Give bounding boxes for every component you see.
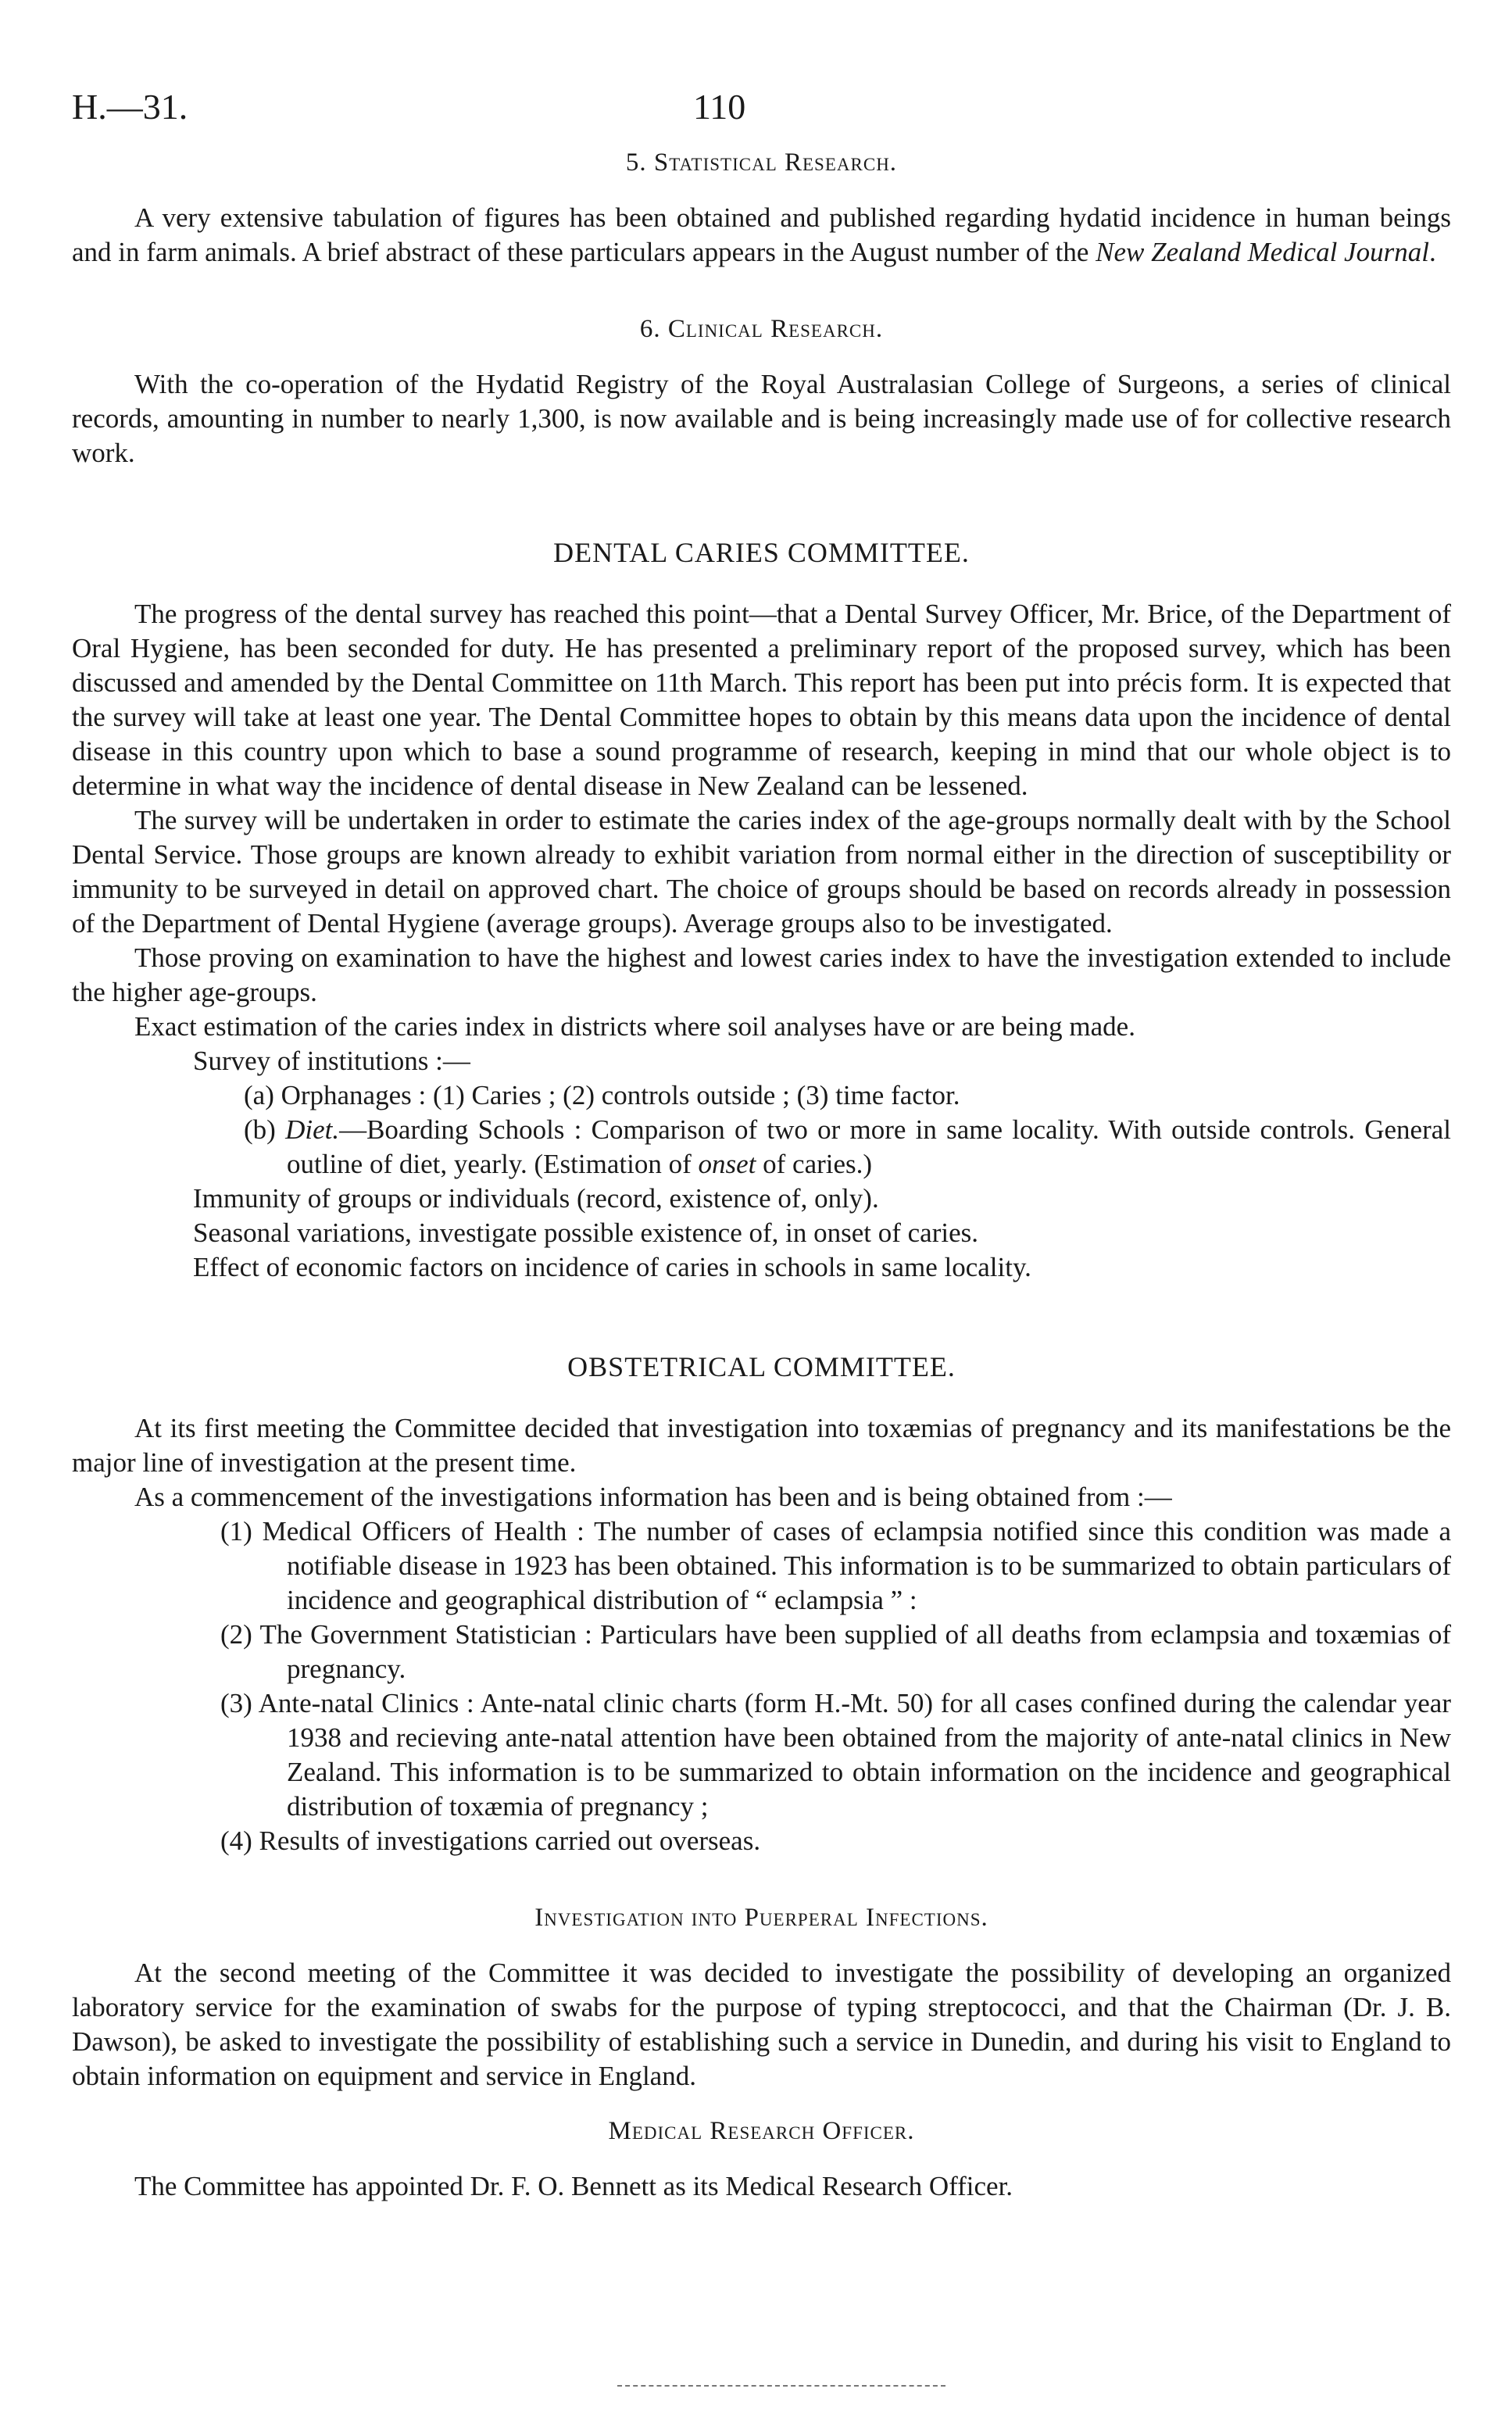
- medical-officer-paragraph: The Committee has appointed Dr. F. O. Bennett as its Medical Research Officer.: [134, 2171, 1013, 2201]
- statistical-research-heading: 5. Statistical Research.: [625, 148, 898, 177]
- page-number: 110: [693, 87, 746, 127]
- item-end: of caries.): [756, 1149, 873, 1179]
- clinical-research-paragraph: With the co-operation of the Hydatid Registry of the Royal Australasian College of Surgeons, a series of clinical records, amounting in number to nearly 1,300, is now available and is being increasingly made use of for collective research work.: [72, 369, 1451, 468]
- clinical-research-heading: 6. Clinical Research.: [639, 315, 884, 343]
- survey-item-b: [72, 1113, 1451, 1182]
- obstetrical-paragraph-1: At its first meeting the Committee decided that investigation into toxæmias of pregnancy and its manifestations be the major line of investigation at the present time.: [72, 1413, 1451, 1478]
- puerperal-infections-heading: Investigation into Puerperal Infections.: [534, 1904, 988, 1932]
- paragraph-text: A very extensive tabulation of figures has been obtained and published regarding hydatid incidence in human beings and in farm animals. A brief abstract of these particulars appears in the August number of the: [72, 202, 1451, 267]
- dental-committee-heading: DENTAL CARIES COMMITTEE.: [553, 537, 970, 568]
- dental-paragraph-4: Exact estimation of the caries index in districts where soil analyses have or are being made.: [134, 1011, 1135, 1042]
- item-label: (b): [244, 1114, 286, 1145]
- puerperal-paragraph: At the second meeting of the Committee it was decided to investigate the possibility of developing an organized laboratory service for the examination of swabs for the purpose of typing streptococci, and that the Chairman (Dr. J. B. Dawson), be asked to investigate the possibility of establishing such a service in Dunedin, and during his visit to England to obtain information on equipment and service in England.: [72, 1958, 1451, 2091]
- obstetrical-item-3: (3) Ante-natal Clinics : Ante-natal clinic charts (form H.-Mt. 50) for all cases confined during the calendar year 1938 and recieving ante-natal attention have been obtained from the majority of ante-natal clinics in New Zealand. This information is to be summarized to obtain information on the incidence and geographical distribution of toxæmia of pregnancy ;: [220, 1688, 1451, 1822]
- obstetrical-item-4: (4) Results of investigations carried out overseas.: [220, 1825, 761, 1856]
- dental-paragraph-3: Those proving on examination to have the highest and lowest caries index to have the investigation extended to include the higher age-groups.: [72, 942, 1451, 1007]
- page-header: [72, 86, 1451, 148]
- footer-rule: [617, 2385, 945, 2387]
- item-text: —Boarding Schools : Comparison of two or more in same locality. With outside controls. General outline of diet, yearly. (Estimation of: [287, 1114, 1452, 1179]
- journal-name: New Zealand Medical Journal: [1096, 237, 1429, 267]
- paragraph-end: .: [1428, 237, 1436, 267]
- obstetrical-paragraph-2: As a commencement of the investigations information has been and is being obtained from :—: [134, 1482, 1172, 1512]
- item-diet: Diet.: [285, 1114, 340, 1145]
- obstetrical-item-1: (1) Medical Officers of Health : The number of cases of eclampsia notified since this condition was made a notifiable disease in 1923 has been obtained. This information is to be summarized to obtain particulars of incidence and geographical distribution of “ eclampsia ” :: [220, 1516, 1451, 1615]
- medical-research-officer-heading: Medical Research Officer.: [608, 2117, 915, 2145]
- dental-paragraph-1: The progress of the dental survey has reached this point—that a Dental Survey Officer, Mr. Brice, of the Department of Oral Hygiene, has been seconded for duty. He has presented a preliminary report of the proposed survey, which has been discussed and amended by the Dental Committee on 11th March. This report has been put into précis form. It is expected that the survey will take at least one year. The Dental Committee hopes to obtain by this means data upon the incidence of dental disease in this country upon which to base a sound programme of research, keeping in mind that our whole object is to determine in what way the incidence of dental disease in New Zealand can be lessened.: [72, 599, 1451, 801]
- survey-item-a: (a) Orphanages : (1) Caries ; (2) controls outside ; (3) time factor.: [244, 1080, 960, 1110]
- survey-intro: Survey of institutions :—: [193, 1046, 470, 1076]
- statistical-research-paragraph: [72, 201, 1451, 270]
- dental-line-seasonal: Seasonal variations, investigate possible existence of, in onset of caries.: [193, 1218, 979, 1248]
- obstetrical-item-2: (2) The Government Statistician : Particulars have been supplied of all deaths from eclampsia and toxæmias of pregnancy.: [220, 1619, 1451, 1684]
- dental-line-immunity: Immunity of groups or individuals (record, existence of, only).: [193, 1183, 879, 1214]
- item-onset: onset: [698, 1149, 756, 1179]
- dental-paragraph-2: The survey will be undertaken in order to estimate the caries index of the age-groups normally dealt with by the School Dental Service. Those groups are known already to exhibit variation from normal either in the direction of susceptibility or immunity to be surveyed in detail on approved chart. The choice of groups should be based on records already in possession of the Department of Dental Hygiene (average groups). Average groups also to be investigated.: [72, 805, 1451, 939]
- document-reference: H.—31.: [72, 87, 188, 127]
- dental-line-economic: Effect of economic factors on incidence of caries in schools in same locality.: [193, 1252, 1031, 1282]
- obstetrical-committee-heading: OBSTETRICAL COMMITTEE.: [567, 1351, 956, 1382]
